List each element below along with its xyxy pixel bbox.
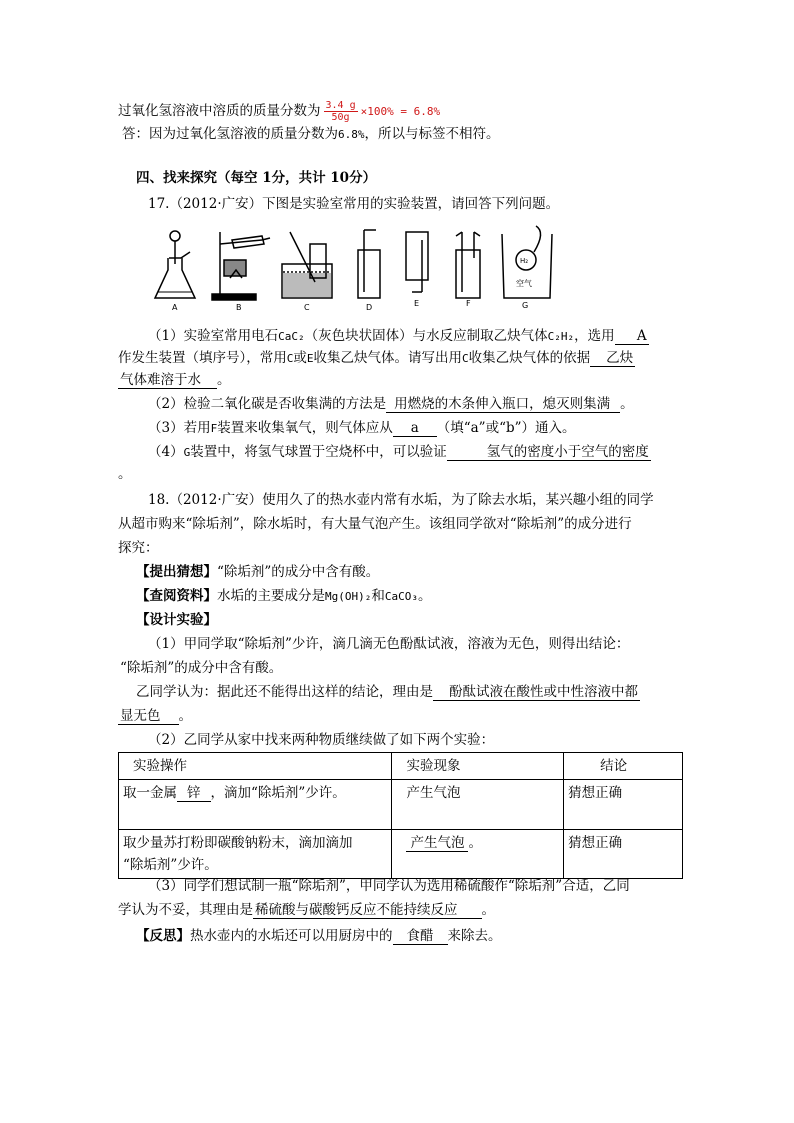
text: 热水壶内的水垢还可以用厨房中的 — [190, 928, 393, 944]
mass-fraction-line — [118, 100, 440, 123]
text: “除垢剂”的成分中含有酸。 — [217, 564, 380, 580]
q18-s1-a: （1）甲同学取“除垢剂”少许，滴几滴无色酚酞试液，溶液为无色，则得出结论： — [148, 636, 630, 652]
fraction-result: ×100% = 6.8% — [360, 105, 441, 118]
table-header-row — [119, 753, 683, 780]
apparatus-c — [282, 232, 332, 298]
apparatus-figure — [150, 222, 570, 314]
text: （填“a”或“b”）通入。 — [436, 420, 576, 436]
text: ，选用 — [574, 328, 615, 344]
q17-part1-line3 — [118, 370, 231, 390]
table-row — [119, 780, 683, 830]
text: 来除去。 — [447, 928, 502, 944]
text: （2）检验二氧化碳是否收集满的方法是 — [148, 396, 387, 412]
q18-s1-b: “除垢剂”的成分中含有酸。 — [120, 660, 283, 676]
text: 【查阅资料】 — [136, 588, 217, 604]
text: 水垢的主要成分是 — [217, 588, 325, 604]
text: C — [462, 352, 469, 365]
text: CaCO₃ — [384, 590, 418, 603]
q18-guess — [136, 562, 379, 582]
text: 作发生装置（填序号），常用 — [118, 350, 287, 366]
text: Mg(OH)₂ — [325, 590, 372, 603]
label-c: C — [304, 303, 310, 312]
q17-part2 — [148, 394, 634, 414]
formula-cac2: CaC₂ — [278, 330, 305, 343]
label-e: E — [414, 299, 420, 308]
text: “除垢剂”少许。 — [123, 857, 218, 873]
balloon-h2-label: H₂ — [520, 257, 529, 265]
air-label: 空气 — [516, 279, 532, 288]
q17-part4-end: 。 — [118, 466, 132, 482]
section-title: 四、找来探究（每空 1分，共计 10分） — [136, 170, 377, 186]
answer-text: 答：因为过氧化氢溶液的质量分数为 — [122, 126, 338, 142]
label-g: G — [522, 301, 529, 310]
apparatus-b — [212, 232, 270, 300]
text: 【反思】 — [136, 928, 190, 944]
label-a: A — [172, 303, 178, 312]
fraction-denominator: 50g — [331, 112, 350, 123]
mass-fraction-label: 过氧化氢溶液中溶质的质量分数为 — [118, 103, 321, 119]
text: 。 — [481, 902, 495, 918]
experiment-table — [118, 752, 683, 879]
table-cell: 猜想正确 — [564, 780, 683, 830]
label-f: F — [466, 299, 471, 308]
text: 取少量苏打粉即碳酸钠粉末，滴加滴加 — [123, 835, 353, 851]
table-cell — [119, 780, 392, 830]
text: （灰色块状固体）与水反应制取乙炔气体 — [304, 328, 548, 344]
answer-blank: 产生气泡 — [406, 835, 468, 852]
formula-c2h2: C₂H₂ — [547, 330, 575, 343]
answer-blank: 乙炔 — [590, 350, 635, 367]
q18-s2: （2）乙同学从家中找来两种物质继续做了如下两个实验： — [148, 732, 495, 748]
text: 【提出猜想】 — [136, 564, 217, 580]
answer-text-end: ，所以与标签不相符。 — [364, 126, 500, 142]
text: 学认为不妥，其理由是 — [118, 902, 253, 918]
table-cell: 产生气泡 — [392, 780, 564, 830]
q18-info — [136, 586, 431, 607]
text: 收集乙炔气体。请写出用 — [313, 350, 462, 366]
q18-s1-c — [136, 682, 640, 702]
q18-s1-d — [118, 706, 192, 726]
text: 乙同学认为：据此还不能得出这样的结论，理由是 — [136, 684, 433, 700]
text: 。 — [217, 372, 231, 388]
q17-part1-line1 — [148, 326, 649, 347]
answer-line — [122, 124, 500, 145]
answer-blank: 用燃烧的木条伸入瓶口，熄灭则集满 — [386, 396, 620, 413]
q18-intro-2: 从超市购来“除垢剂”，除水垢时，有大量气泡产生。该组同学欲对“除垢剂”的成分进行 — [118, 516, 632, 532]
text: 装置来收集氧气，则气体应从 — [217, 420, 393, 436]
answer-blank: 食醋 — [393, 928, 448, 945]
apparatus-a — [155, 231, 195, 298]
text: 和 — [371, 588, 385, 604]
answer-blank: 气体难溶于水 — [118, 372, 217, 389]
text: 。 — [620, 396, 634, 412]
table-cell — [119, 830, 392, 879]
fraction — [324, 100, 358, 123]
answer-blank: 酚酞试液在酸性或中性溶液中都 — [433, 684, 640, 701]
table-header: 实验操作 — [119, 753, 392, 780]
q18-s3-a: （3）同学们想试制一瓶“除垢剂”，甲同学认为选用稀硫酸作“除垢剂”合适，乙同 — [148, 878, 630, 894]
text: ，滴加“除垢剂”少许。 — [210, 785, 346, 801]
q18-reflect — [136, 926, 502, 946]
answer-blank: a — [393, 420, 437, 437]
table-cell — [392, 830, 564, 879]
text: 。 — [468, 835, 482, 851]
text: （4） — [148, 444, 184, 460]
answer-blank: 显无色 — [118, 708, 179, 725]
apparatus-d — [358, 230, 380, 298]
text: （1）实验室常用电石 — [148, 328, 279, 344]
text: G — [183, 446, 191, 459]
q18-intro-1: 18.（2012·广安）使用久了的热水壶内常有水垢，为了除去水垢，某兴趣小组的同学 — [148, 492, 654, 508]
text: 或 — [293, 350, 307, 366]
text: （3）若用 — [148, 420, 211, 436]
table-row — [119, 830, 683, 879]
q17-part3 — [148, 418, 576, 439]
answer-value: 6.8% — [338, 128, 365, 141]
answer-blank: A — [615, 328, 649, 345]
q18-design-tag: 【设计实验】 — [136, 612, 217, 628]
label-b: B — [236, 303, 242, 312]
text: 。 — [417, 588, 432, 604]
table-cell: 猜想正确 — [564, 830, 683, 879]
text: E — [306, 352, 314, 365]
text: 装置中，将氢气球置于空烧杯中，可以验证 — [190, 444, 447, 460]
q18-s3-b — [118, 900, 495, 920]
apparatus-e — [406, 232, 428, 292]
table-header: 实验现象 — [392, 753, 564, 780]
answer-blank: 氢气的密度小于空气的密度 — [447, 444, 651, 461]
text: 取一金属 — [123, 785, 177, 801]
text: 。 — [178, 708, 192, 724]
answer-blank: 锌 — [177, 785, 211, 802]
table-header: 结论 — [564, 753, 683, 780]
q17-part1-line2 — [118, 348, 635, 369]
apparatus-f — [456, 232, 480, 298]
q17-part4 — [148, 442, 651, 463]
q17-intro: 17.（2012·广安）下图是实验室常用的实验装置，请回答下列问题。 — [148, 196, 560, 212]
fraction-numerator: 3.4 g — [325, 100, 356, 111]
text: C — [286, 352, 294, 365]
text: 收集乙炔气体的依据 — [468, 350, 591, 366]
text: F — [210, 422, 218, 435]
label-d: D — [366, 303, 373, 312]
answer-blank: 稀硫酸与碳酸钙反应不能持续反应 — [253, 902, 482, 919]
q18-intro-3: 探究： — [118, 540, 159, 556]
